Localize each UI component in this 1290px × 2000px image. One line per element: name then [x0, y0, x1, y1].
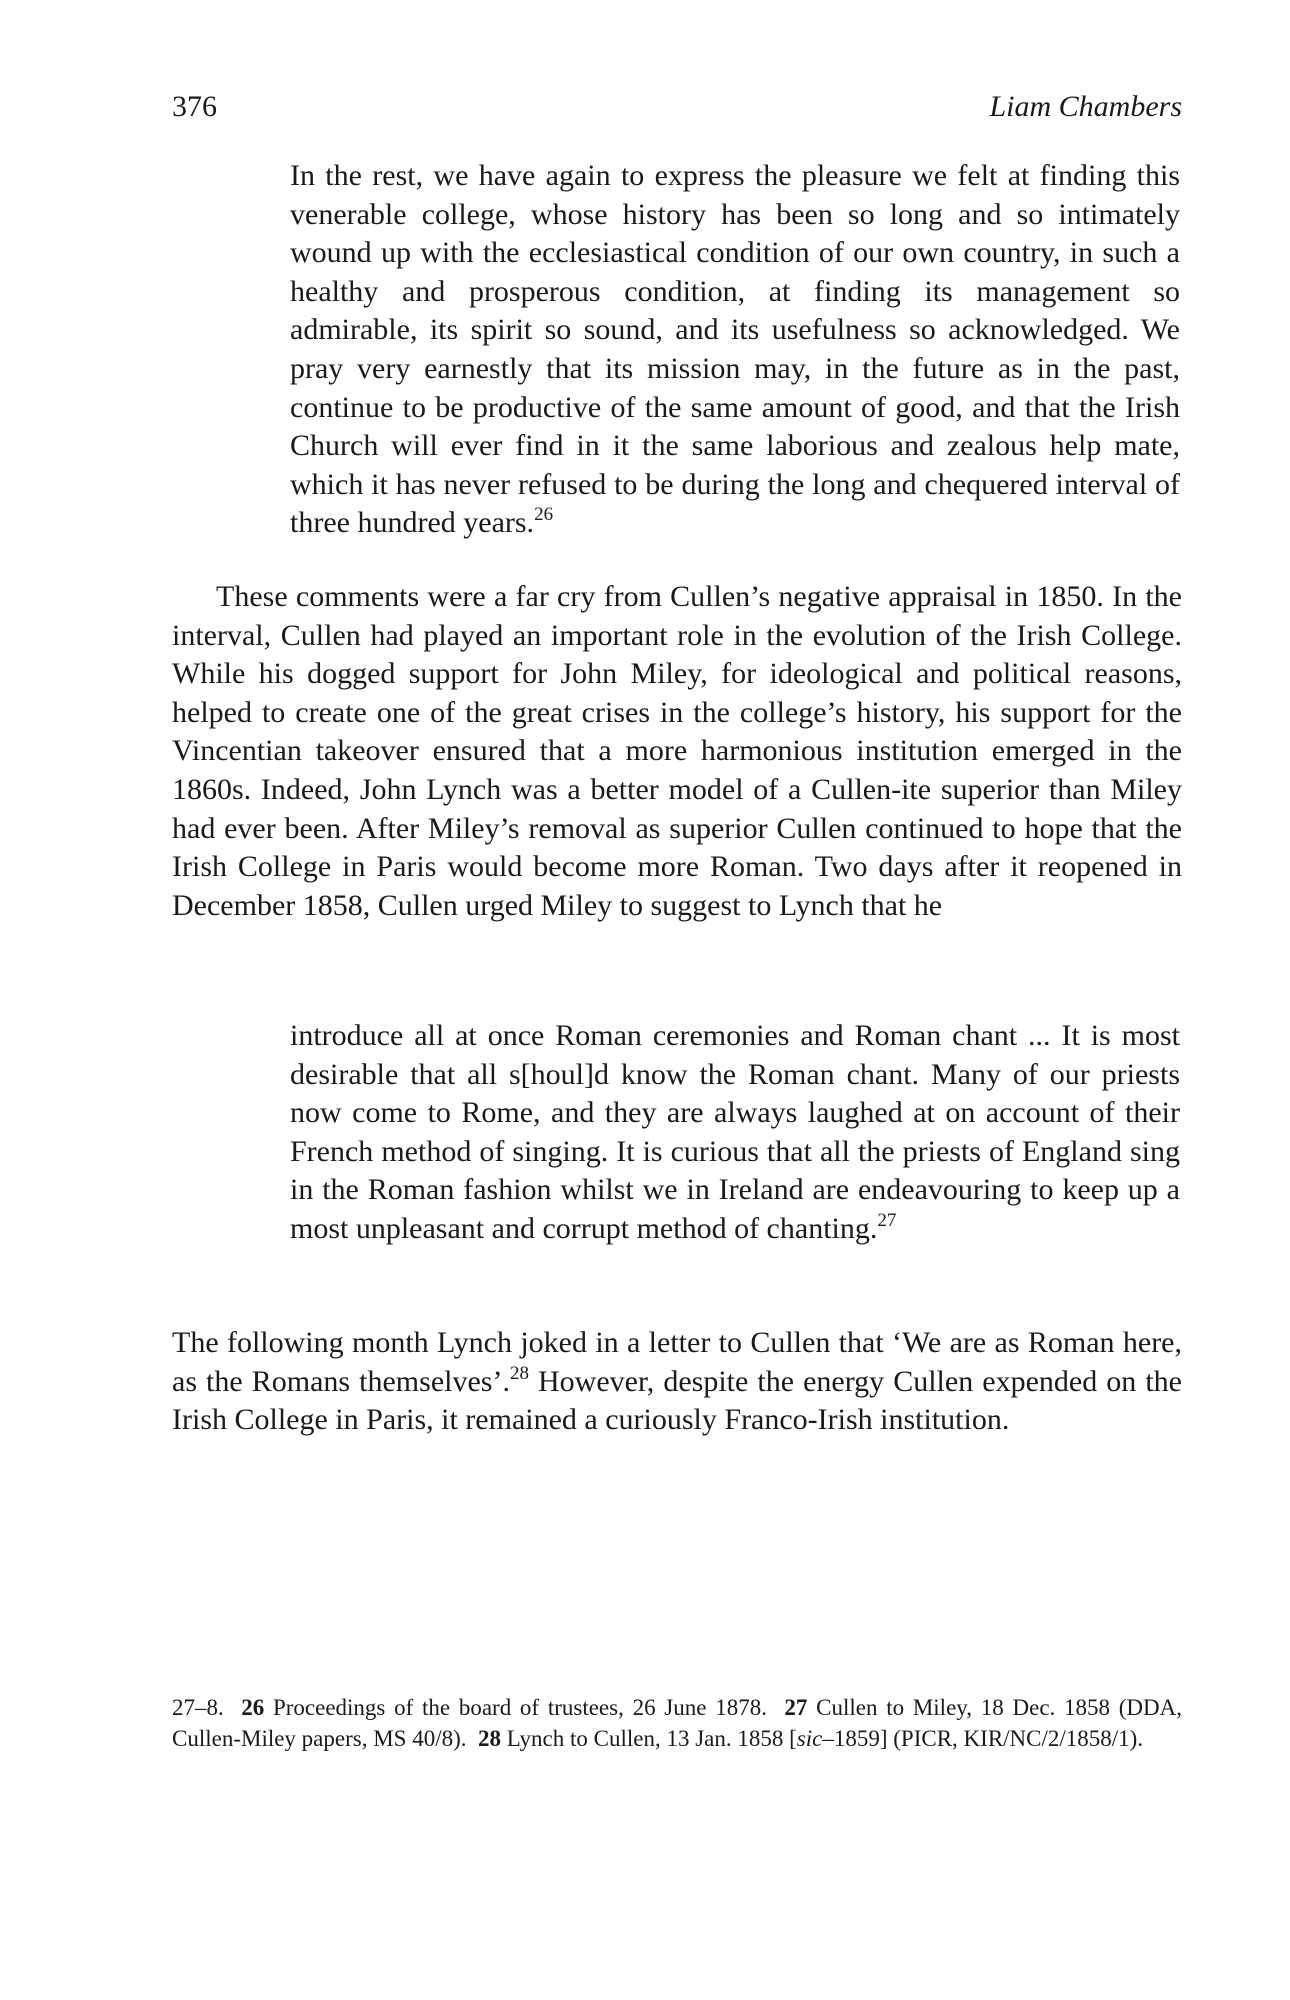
block-quote-text: In the rest, we have again to express the pleasure we felt at finding this venerable college, whose history has been so long and so intimately wound up with the ecclesiastical condition of our own country, in such a healthy and prosperous condition, at finding its management so admirable, its spirit so sound, and its usefulness so acknowledged. We pray very earnestly that its mission may, in the future as in the past, continue to be productive of the same amount of good, and that the Irish Church will ever find in it the same laborious and zealous help mate, which it has never refused to be during the long and chequered interval of three hundred years. [290, 159, 1180, 540]
footnote-sic: sic [796, 1726, 823, 1751]
footnote-text-27: Cullen to Miley, 18 Dec. 1858 (DDA, Cullen-Miley papers, MS 40/8). [172, 1695, 1182, 1751]
running-head: Liam Chambers [989, 90, 1182, 123]
block-quote-trustees [290, 157, 1180, 543]
footnote-continuation: 27–8. [172, 1695, 224, 1720]
note-ref-26: 26 [534, 504, 554, 526]
footnote-number-26: 26 [241, 1695, 265, 1720]
footnote-text-28-end: –1859] (PICR, KIR/NC/2/1858/1). [822, 1726, 1144, 1751]
footnote-text-28: Lynch to Cullen, 13 Jan. 1858 [ [506, 1726, 797, 1751]
footnote-number-27: 27 [784, 1695, 808, 1720]
page-number: 376 [172, 90, 217, 123]
footnotes [172, 1692, 1182, 1754]
footnote-number-28: 28 [478, 1726, 501, 1751]
block-quote-text: introduce all at once Roman ceremonies and Roman chant ... It is most desirable that all s[houl]d know the Roman chant. Many of our priests now come to Rome, and they are always laughed at on account of their French method of singing. It is curious that all the priests of England sing in the Roman fashion whilst we in Ireland are endeavouring to keep up a most unpleasant and corrupt method of chanting. [290, 1019, 1180, 1245]
body-paragraph-cullen-appraisal: These comments were a far cry from Cullen’s negative appraisal in 1850. In the interval, Cullen had played an important role in the evolution of the Irish College. While his dogged support for John Miley, for ideological and political reasons, helped to create one of the great crises in the college’s history, his support for the Vincentian takeover ensured that a more harmonious institution emerged in the 1860s. Indeed, John Lynch was a better model of a Cullen-ite superior than Miley had ever been. After Miley’s removal as superior Cullen continued to hope that the Irish College in Paris would become more Roman. Two days after it reopened in December 1858, Cullen urged Miley to suggest to Lynch that he [172, 580, 1182, 922]
note-ref-27: 27 [877, 1209, 897, 1231]
body-paragraph-lynch-letter [172, 1324, 1182, 1440]
paragraph-text: However, despite the energy Cullen expended on the Irish College in Paris, it remained a curiously Franco-Irish institution. [172, 1364, 1182, 1437]
page-header [172, 90, 1182, 130]
footnote-text-26: Proceedings of the board of trustees, 26 June 1878. [272, 1695, 767, 1720]
block-quote-roman-chant [290, 1017, 1180, 1249]
paragraph-text: The following month Lynch joked in a letter to Cullen that ‘We are as Roman here, as the Romans themselves’. [172, 1326, 1182, 1398]
note-ref-28: 28 [509, 1362, 529, 1384]
